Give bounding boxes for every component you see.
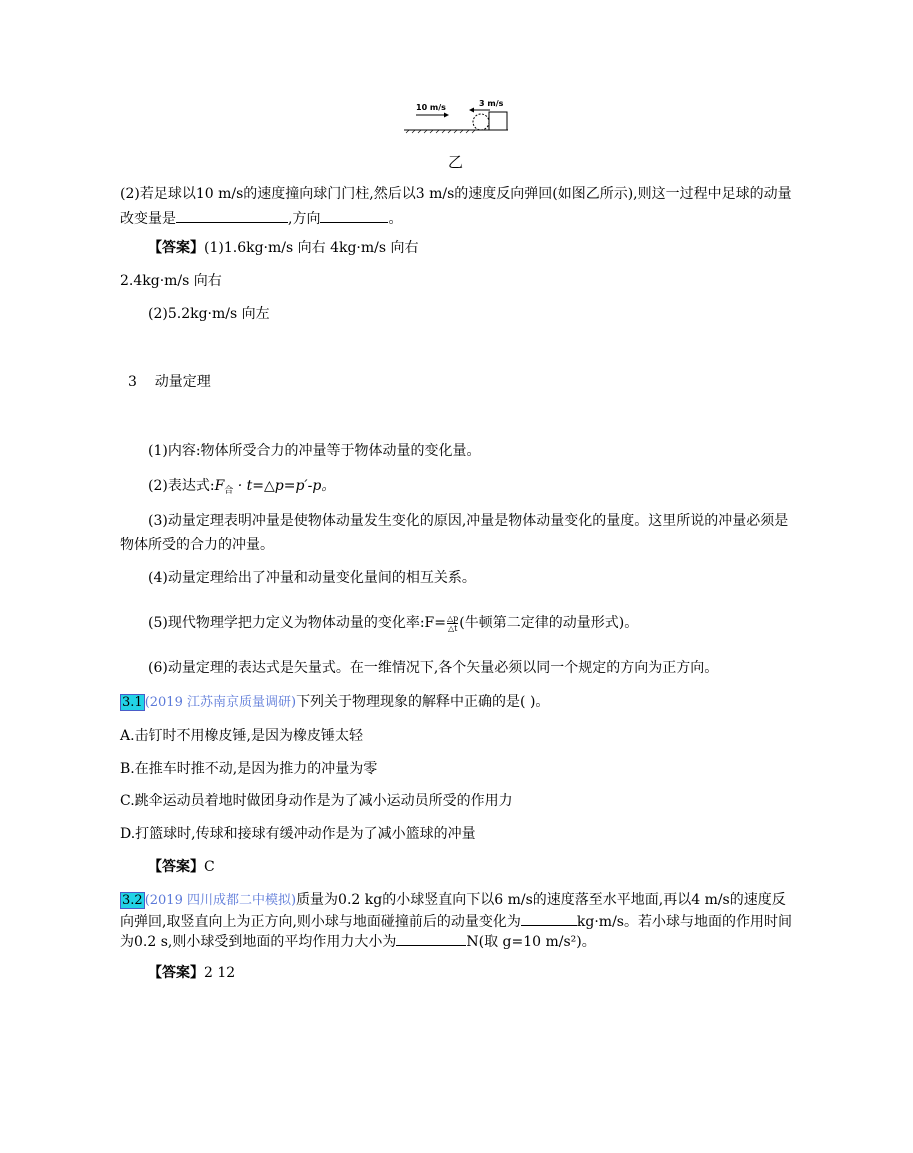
right-speed-label: 3 m/s	[479, 99, 504, 108]
q31-option-c: C.跳伞运动员着地时做团身动作是为了减小运动员所受的作用力	[120, 793, 513, 809]
q32-text1: 质量为0.2 kg的小球竖直向下以6 m/s的速度落至水平地面,再以4 m/s的速度反	[296, 892, 786, 908]
q32-text3a: 为0.2 s,则小球受到地面的平均作用力大小为	[120, 934, 397, 950]
q32-text3b: N(取 g=10 m/s²)。	[466, 934, 596, 950]
q2-text-b: ,方向	[288, 211, 321, 227]
q32-blank-2	[396, 931, 466, 946]
q31-stem: 下列关于物理现象的解释中正确的是( )。	[296, 694, 550, 710]
q31-option-d: D.打篮球时,传球和接球有缓冲动作是为了减小篮球的冲量	[120, 826, 476, 842]
q31-answer-value: C	[204, 859, 215, 875]
q31-answer	[148, 857, 215, 877]
point-2-subscript: 合	[224, 486, 234, 496]
point-6: (6)动量定理的表达式是矢量式。在一维情况下,各个矢量必须以同一个规定的方向为正方向。	[148, 660, 719, 676]
answer-tag: 【答案】	[148, 240, 204, 256]
q2-blank-2	[320, 208, 388, 223]
figure-caption: 乙	[448, 153, 464, 171]
q32-line3	[120, 931, 596, 952]
point-3-line2: 物体所受的合力的冲量。	[120, 537, 274, 553]
q32-text2a: 向弹回,取竖直向上为正方向,则小球与地面碰撞前后的动量变化为	[120, 914, 521, 930]
answer1-text1: (1)1.6kg·m/s 向右 4kg·m/s 向右	[204, 240, 419, 256]
point-5-prefix: (5)现代物理学把力定义为物体动量的变化率:F=	[148, 615, 446, 631]
section-title: 动量定理	[154, 374, 211, 390]
q31-tag: 3.1	[122, 695, 143, 710]
collision-figure	[400, 96, 520, 140]
answer-tag: 【答案】	[148, 965, 204, 981]
q2-text-a: 改变量是	[120, 211, 176, 227]
q32-tag: 3.2	[122, 893, 143, 908]
ball	[473, 114, 489, 130]
point-4: (4)动量定理给出了冲量和动量变化量间的相互关系。	[148, 570, 476, 586]
answer-tag: 【答案】	[148, 859, 204, 875]
q31-stem-line	[120, 692, 549, 713]
goal-post	[489, 112, 507, 130]
q2-blank-1	[176, 208, 288, 223]
fraction-denominator: △t	[447, 623, 458, 633]
right-arrowhead	[469, 108, 474, 113]
q32-answer	[148, 963, 235, 983]
q32-answer-value: 2 12	[204, 965, 236, 981]
q32-blank-1	[521, 911, 577, 926]
point-1: (1)内容:物体所受合力的冲量等于物体动量的变化量。	[148, 443, 481, 459]
q31-option-b: B.在推车时推不动,是因为推力的冲量为零	[120, 761, 378, 777]
point-2-prefix: (2)表达式:	[148, 478, 215, 494]
section-number: 3	[128, 374, 137, 390]
point-5	[148, 613, 638, 633]
q32-text2b: kg·m/s。若小球与地面的作用时间	[576, 914, 792, 930]
q2-line1: (2)若足球以10 m/s的速度撞向球门门柱,然后以3 m/s的速度反向弹回(如图乙所示),则这一过程中足球的动量	[120, 186, 792, 202]
point-3-line1: (3)动量定理表明冲量是使物体动量发生变化的原因,冲量是物体动量变化的量度。这里所说的冲量必须是	[148, 513, 789, 529]
q2-line2	[120, 208, 402, 229]
left-arrowhead	[444, 113, 449, 118]
q31-option-a: A.击钉时不用橡皮锤,是因为橡皮锤太轻	[120, 728, 364, 744]
point-2-rest: · t=△p=p′-p。	[233, 478, 336, 494]
q32-line2	[120, 911, 792, 932]
section-heading	[128, 372, 211, 392]
q32-line1	[120, 890, 786, 911]
answer1-line2: 2.4kg·m/s 向右	[120, 273, 222, 289]
fraction-numerator: △p	[447, 613, 459, 623]
point-2-F: F	[214, 478, 225, 494]
q2-text-c: 。	[388, 211, 403, 227]
q31-source[interactable]: (2019 江苏南京质量调研)	[144, 695, 297, 710]
q32-source[interactable]: (2019 四川成都二中模拟)	[144, 893, 297, 908]
point-2	[148, 476, 335, 501]
point-5-fraction	[447, 614, 458, 633]
answer1-line1	[148, 238, 419, 258]
point-5-suffix: (牛顿第二定律的动量形式)。	[459, 615, 639, 631]
left-speed-label: 10 m/s	[416, 103, 446, 112]
answer1-line3: (2)5.2kg·m/s 向左	[148, 306, 270, 322]
